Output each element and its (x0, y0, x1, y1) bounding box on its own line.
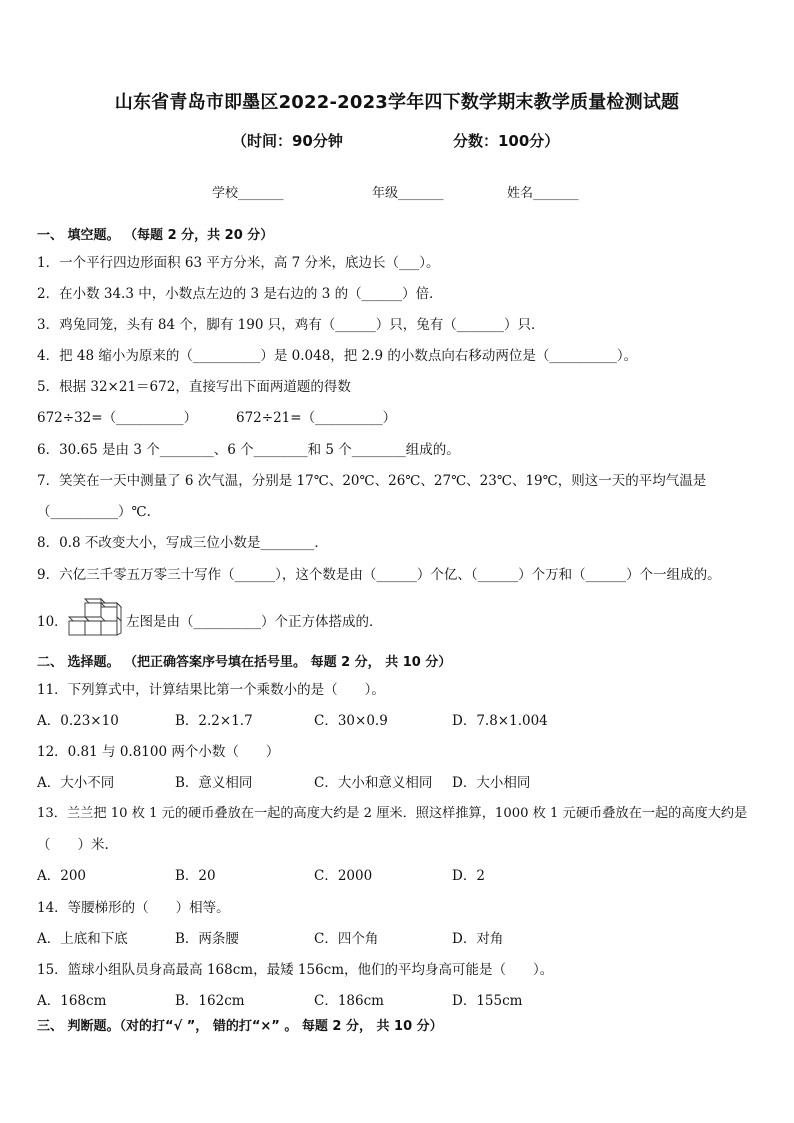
q15-option-b[interactable]: B．162cm (175, 993, 245, 1009)
q15-option-c[interactable]: C．186cm (314, 993, 384, 1009)
name-field[interactable]: 姓名_______ (507, 186, 579, 201)
section-choice-heading: 二、 选择题。 （把正确答案序号填在括号里。 每题 2 分， 共 10 分） (37, 655, 452, 670)
question-10-number: 10． (37, 614, 68, 630)
section-judgement-heading: 三、 判断题。（对的打“√ ”， 错的打“×” 。 每题 2 分， 共 10 分） (37, 1019, 443, 1034)
q12-option-b[interactable]: B．意义相同 (175, 775, 253, 791)
q12-option-c[interactable]: C．大小和意义相同 (314, 775, 433, 791)
question-8: 8．0.8 不改变大小，写成三位小数是________． (37, 535, 328, 551)
question-4: 4．把 48 缩小为原来的（__________）是 0.048，把 2.9 的小数点向右移动两位是（__________）。 (37, 348, 638, 364)
question-7-line1: 7．笑笑在一天中测量了 6 次气温，分别是 17℃、20℃、26℃、27℃、23℃、19℃，则这一天的平均气温是 (37, 473, 707, 489)
q11-option-c[interactable]: C．30×0.9 (314, 713, 388, 729)
q11-option-d[interactable]: D．7.8×1.004 (452, 713, 548, 729)
question-6: 6．30.65 是由 3 个________、6 个________和 5 个________组成的。 (37, 442, 460, 458)
cube-stack-figure (65, 597, 125, 637)
question-5b: 672÷21=（__________） (236, 410, 397, 426)
exam-time: （时间：90分钟 (232, 132, 343, 150)
grade-field[interactable]: 年级_______ (372, 186, 444, 201)
question-2: 2．在小数 34.3 中，小数点左边的 3 是右边的 3 的（______）倍． (37, 286, 443, 302)
q14-option-b[interactable]: B．两条腰 (175, 931, 239, 947)
q15-option-d[interactable]: D．155cm (452, 993, 523, 1009)
page-title: 山东省青岛市即墨区2022-2023学年四下数学期末教学质量检测试题 (114, 92, 680, 113)
question-7-line2: （__________）℃. (37, 504, 151, 520)
question-5: 5．根据 32×21＝672，直接写出下面两道题的得数 (37, 379, 351, 395)
q13-option-a[interactable]: A．200 (37, 868, 87, 884)
question-13-line2: （ ）米. (37, 837, 109, 853)
question-3: 3．鸡兔同笼，头有 84 个，脚有 190 只，鸡有（______）只，兔有（_______）只． (37, 317, 545, 333)
section-fill-in-heading: 一、 填空题。 （每题 2 分，共 20 分） (37, 228, 274, 243)
q11-option-a[interactable]: A．0.23×10 (37, 713, 119, 729)
q11-option-b[interactable]: B．2.2×1.7 (175, 713, 253, 729)
exam-score: 分数：100分） (453, 132, 560, 150)
q14-option-a[interactable]: A．上底和下底 (37, 931, 128, 947)
q14-option-c[interactable]: C．四个角 (314, 931, 379, 947)
q15-option-a[interactable]: A．168cm (37, 993, 107, 1009)
question-5a: 672÷32=（__________） (37, 410, 198, 426)
q14-option-d[interactable]: D．对角 (452, 931, 504, 947)
q13-option-c[interactable]: C．2000 (314, 868, 373, 884)
question-9: 9．六亿三千零五万零三十写作（______），这个数是由（______）个亿、（______）个万和（______）个一组成的。 (37, 567, 721, 583)
q13-option-b[interactable]: B．20 (175, 868, 216, 884)
question-1: 1．一个平行四边形面积 63 平方分米，高 7 分米，底边长（___）。 (37, 255, 440, 271)
q12-option-a[interactable]: A．大小不同 (37, 775, 115, 791)
question-15: 15．篮球小组队员身高最高 168cm，最矮 156cm，他们的平均身高可能是（ ）。 (37, 962, 554, 978)
question-12: 12．0.81 与 0.8100 两个小数（ ） (37, 744, 280, 760)
q13-option-d[interactable]: D．2 (452, 868, 485, 884)
question-14: 14．等腰梯形的（ ）相等。 (37, 900, 230, 916)
school-field[interactable]: 学校_______ (212, 186, 284, 201)
question-13-line1: 13．兰兰把 10 枚 1 元的硬币叠放在一起的高度大约是 2 厘米．照这样推算，1000 枚 1 元硬币叠放在一起的高度大约是 (37, 806, 748, 821)
question-11: 11．下列算式中，计算结果比第一个乘数小的是（ ）。 (37, 682, 385, 698)
question-10: 左图是由（__________）个正方体搭成的． (126, 614, 383, 630)
q12-option-d[interactable]: D．大小相同 (452, 775, 531, 791)
